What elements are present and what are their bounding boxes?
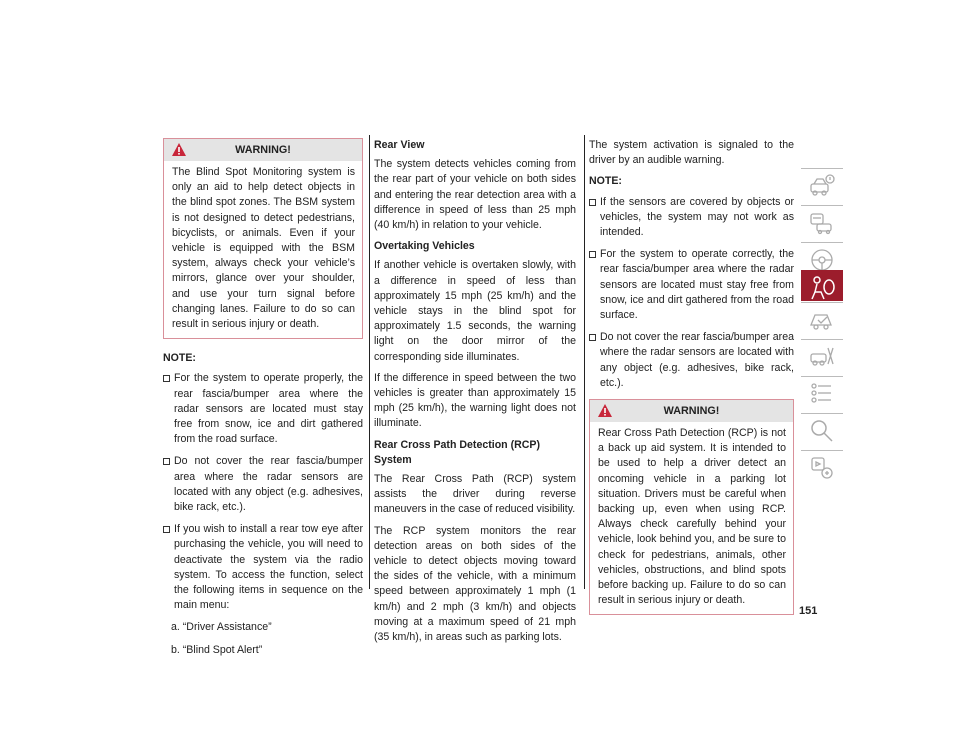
warning-triangle-icon (171, 142, 187, 157)
chapter-tab[interactable] (801, 339, 843, 376)
paragraph: The system activation is signaled to the driver by an audible warning. (589, 139, 794, 167)
rcp-warning-box (589, 399, 794, 615)
car-start-icon (809, 307, 835, 333)
search-icon (809, 418, 835, 444)
section-heading: Rear Cross Path Detection (RCP) System (374, 438, 541, 466)
airbag-safety-icon (809, 275, 837, 301)
warning-title: WARNING! (663, 405, 720, 418)
warning-header (590, 400, 793, 422)
section-heading: Overtaking Vehicles (374, 240, 475, 253)
checkbox-bullet-icon (163, 458, 170, 465)
column-divider (369, 135, 370, 589)
chapter-tab[interactable] (801, 168, 843, 205)
list-item: Do not cover the rear fascia/bumper area where the radar sensors are located with any object (e.g. adhesives, bike rack, etc.). (589, 330, 794, 391)
paragraph: If another vehicle is overtaken slowly, with a difference in speed of less than approximately 15 mph (25 km/h) and the vehicle stays in the blind spot for approximately 1.5 seconds, the warning light on the door mirror of the corresponding side illuminates. (374, 259, 576, 363)
chapter-tab[interactable] (801, 376, 843, 413)
paragraph: If the difference in speed between the two vehicles is greater than approximately 15 mph (25 km/h), the warning light does not illuminate. (374, 371, 576, 430)
chapter-tab[interactable] (801, 413, 843, 450)
checkbox-bullet-icon (163, 526, 170, 533)
warning-header (164, 139, 362, 161)
chapter-tab[interactable] (801, 205, 843, 242)
chapter-tab[interactable] (801, 302, 843, 339)
warning-triangle-icon (597, 403, 613, 418)
menu-path-item: a. “Driver Assistance” (171, 621, 272, 634)
column-middle (374, 138, 576, 651)
section-heading: Rear View (374, 139, 425, 151)
paragraph: The Rear Cross Path (RCP) system assists the driver during reverse maneuvers in the case of reduced visibility. (374, 473, 576, 516)
list-item: If you wish to install a rear tow eye after purchasing the vehicle, you will need to deactivate the system via the radio system. To access the function, select the following items in sequence on the main menu: (163, 522, 363, 613)
page-number: 151 (799, 605, 818, 617)
bsm-warning-box (163, 138, 363, 339)
car-warning-icon (809, 210, 835, 236)
checkbox-bullet-icon (589, 334, 596, 341)
menu-path-item: b. “Blind Spot Alert” (171, 643, 263, 656)
column-divider (584, 135, 585, 589)
list-item: Do not cover the rear fascia/bumper area where the radar sensors are located with any object (e.g. adhesives, bike rack, etc.). (163, 454, 363, 515)
chapter-tab-active[interactable] (801, 270, 843, 301)
multimedia-icon (809, 455, 835, 481)
checkbox-bullet-icon (589, 251, 596, 258)
warning-title: WARNING! (235, 144, 291, 156)
checkbox-bullet-icon (589, 199, 596, 206)
checkbox-bullet-icon (163, 375, 170, 382)
list-item: For the system to operate properly, the rear fascia/bumper area where the radar sensors are located must stay free from snow, ice and dirt gathered from the road surface. (163, 371, 363, 447)
note-label: NOTE: (589, 175, 622, 188)
list-item: If the sensors are covered by objects or vehicles, the system may not work as intended. (589, 195, 794, 241)
warning-body: Rear Cross Path Detection (RCP) is not a back up aid system. It is intended to be used to help a driver detect an oncoming vehicle in a parking lot situation. Drivers must be careful when backing up, even when using RCP. Always check carefully behind your vehicle, look behind you, and be sure to check for pedestrians, animals, other vehicles, obstructions, and blind spots before backing up. Failure to do so can result in serious injury or death. (598, 427, 786, 607)
note-label: NOTE: (163, 352, 196, 365)
car-info-icon (809, 173, 835, 199)
warning-body: The Blind Spot Monitoring system is only an aid to help detect objects in the blind spot zones. The BSM system is not designed to detect pedestrians, bicyclists, or animals. Even if your vehicle is equipped with the BSM system, always check your vehicle’s mirrors, glance over your shoulder, and use your turn signal before changing lanes. Failure to do so can result in serious injury or death. (172, 166, 355, 331)
paragraph: The RCP system monitors the rear detection areas on both sides of the vehicle to detect objects moving toward the sides of the vehicle, with a minimum speed between approximately 1 mph (1 km/h) and 2 mph (3 km/h) and objects moving at a maximum speed of 21 mph (35 km/h), in areas such as parking lots. (374, 524, 576, 644)
maintenance-list-icon (809, 381, 835, 407)
column-left (163, 138, 363, 665)
paragraph: The system detects vehicles coming from the rear part of your vehicle on both sides and entering the rear detection area with a difference in speed of less than 25 mph (40 km/h) in relation to your vehicle. (374, 158, 576, 232)
car-tools-icon (809, 344, 835, 370)
chapter-tab[interactable] (801, 450, 843, 487)
column-right (589, 138, 794, 627)
list-item: For the system to operate correctly, the rear fascia/bumper area where the radar sensors are located must stay free from snow, ice and dirt gathered from the road surface. (589, 247, 794, 323)
